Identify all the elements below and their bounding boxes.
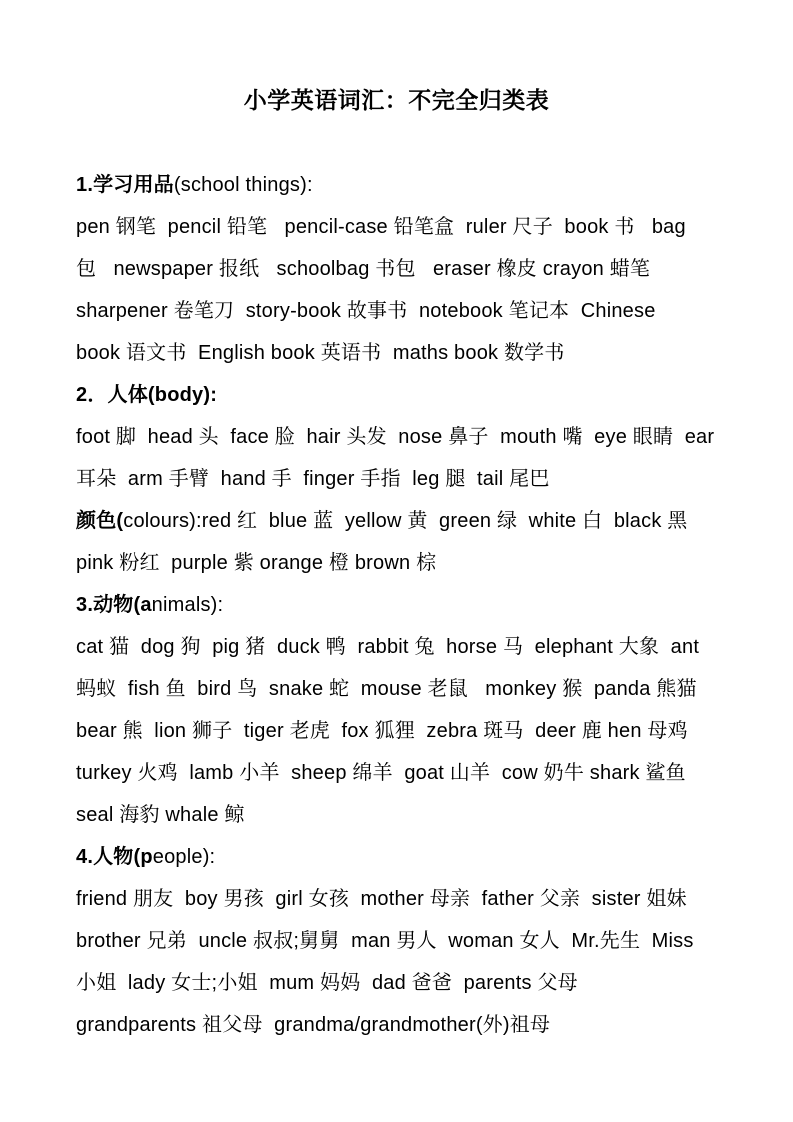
vocab-line bbox=[76, 542, 717, 584]
vocab-line-segment: seal 海豹 whale 鲸 bbox=[76, 804, 245, 826]
vocab-line bbox=[76, 794, 717, 836]
section-2-heading bbox=[76, 374, 717, 416]
vocab-line bbox=[76, 878, 717, 920]
vocab-line bbox=[76, 668, 717, 710]
vocab-line-segment: bear 熊 lion 狮子 tiger 老虎 fox 狐狸 zebra 斑马 deer 鹿 hen 母鸡 bbox=[76, 720, 688, 742]
vocab-line-segment: cat 猫 dog 狗 pig 猪 duck 鸭 rabbit 兔 horse 马 elephant 大象 ant bbox=[76, 636, 700, 658]
vocab-line bbox=[76, 962, 717, 1004]
vocab-line bbox=[76, 920, 717, 962]
vocab-line-segment: pen 钢笔 pencil 铅笔 pencil-case 铅笔盒 ruler 尺子 book 书 bag bbox=[76, 216, 686, 238]
vocab-line bbox=[76, 458, 717, 500]
colours-heading-line bbox=[76, 500, 717, 542]
vocab-line bbox=[76, 710, 717, 752]
section-1-heading-segment: 1.学习用品 bbox=[76, 174, 174, 196]
vocab-line bbox=[76, 290, 717, 332]
vocab-line-segment: 包 newspaper 报纸 schoolbag 书包 eraser 橡皮 crayon 蜡笔 bbox=[76, 258, 651, 280]
vocab-line-segment: friend 朋友 boy 男孩 girl 女孩 mother 母亲 father 父亲 sister 姐妹 bbox=[76, 888, 687, 910]
vocab-line-segment: turkey 火鸡 lamb 小羊 sheep 绵羊 goat 山羊 cow 奶牛 shark 鲨鱼 bbox=[76, 762, 686, 784]
vocab-line-segment: brother 兄弟 uncle 叔叔;舅舅 man 男人 woman 女人 Mr.先生 Miss bbox=[76, 930, 694, 952]
vocab-line bbox=[76, 206, 717, 248]
vocab-line-segment: foot 脚 head 头 face 脸 hair 头发 nose 鼻子 mouth 嘴 eye 眼睛 ear bbox=[76, 426, 715, 448]
document-title: 小学英语词汇：不完全归类表 bbox=[243, 87, 550, 113]
section-3-heading-segment: 3.动物(a bbox=[76, 594, 152, 616]
vocab-line-segment: 小姐 lady 女士;小姐 mum 妈妈 dad 爸爸 parents 父母 bbox=[76, 972, 578, 994]
section-3-heading-segment: nimals): bbox=[151, 594, 224, 616]
document-body bbox=[76, 164, 717, 1046]
section-2-heading-segment: 2．人体(body): bbox=[76, 384, 218, 406]
vocab-line bbox=[76, 626, 717, 668]
vocab-line-segment: book 语文书 English book 英语书 maths book 数学书 bbox=[76, 342, 565, 364]
vocab-line-segment: grandparents 祖父母 grandma/grandmother(外)祖母 bbox=[76, 1014, 551, 1036]
vocab-line bbox=[76, 1004, 717, 1046]
colours-heading-line-segment: 颜色( bbox=[76, 510, 124, 532]
section-1-heading bbox=[76, 164, 717, 206]
section-4-heading-segment: 4.人物(p bbox=[76, 846, 153, 868]
colours-heading-line-segment: colours):red 红 blue 蓝 yellow 黄 green 绿 white 白 black 黑 bbox=[123, 510, 688, 532]
vocab-line bbox=[76, 416, 717, 458]
vocab-line bbox=[76, 752, 717, 794]
section-4-heading-segment: eople): bbox=[152, 846, 216, 868]
vocab-line-segment: 蚂蚁 fish 鱼 bird 鸟 snake 蛇 mouse 老鼠 monkey 猴 panda 熊猫 bbox=[76, 678, 697, 700]
section-3-heading bbox=[76, 584, 717, 626]
vocab-line-segment: pink 粉红 purple 紫 orange 橙 brown 棕 bbox=[76, 552, 437, 574]
vocab-line bbox=[76, 332, 717, 374]
vocab-line bbox=[76, 248, 717, 290]
section-1-heading-segment: (school things): bbox=[173, 174, 313, 196]
vocab-line-segment: sharpener 卷笔刀 story-book 故事书 notebook 笔记本 Chinese bbox=[76, 300, 656, 322]
vocab-line-segment: 耳朵 arm 手臂 hand 手 finger 手指 leg 腿 tail 尾巴 bbox=[76, 468, 550, 490]
section-4-heading bbox=[76, 836, 717, 878]
